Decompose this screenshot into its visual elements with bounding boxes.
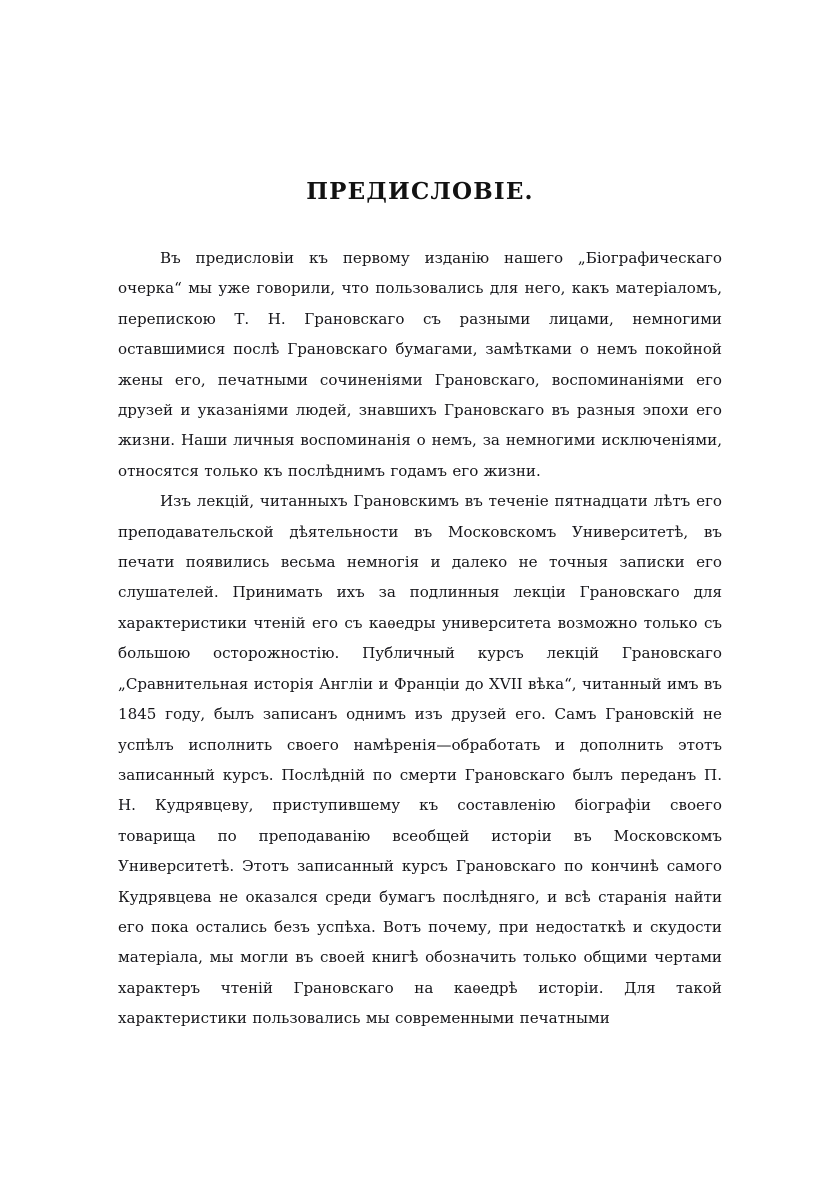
page-title: ПРЕДИСЛОВІЕ. <box>306 178 534 205</box>
paragraph: Въ предисловіи къ первому изданію нашего „Біографическаго очерка“ мы уже говорили, что пользовались для него, какъ матеріаломъ, перепискою Т. Н. Грановскаго съ разными лицами, немногими оставшимися послѣ Грановскаго бумагами, замѣтками о немъ покойной жены его, печатными сочиненіями Грановскаго, воспоминаніями его друзей и указаніями людей, знавшихъ Грановскаго въ разныя эпохи его жизни. Наши личныя воспоминанія о немъ, за немногими исключеніями, относятся только къ послѣднимъ годамъ его жизни. <box>118 249 722 480</box>
text-column <box>118 178 722 1034</box>
paragraph: Изъ лекцій, читанныхъ Грановскимъ въ теченіе пятнадцати лѣтъ его преподавательской дѣятельности въ Московскомъ Университетѣ, въ печати появились весьма немногія и далеко не точныя записки его слушателей. Принимать ихъ за подлинныя лекціи Грановскаго для характеристики чтеній его съ каѳедры университета возможно только съ большою осторожностію. Публичный курсъ лекцій Грановскаго „Сравнительная исторія Англіи и Франціи до XVII вѣка“, читанный имъ въ 1845 году, былъ записанъ однимъ изъ друзей его. Самъ Грановскій не успѣлъ исполнить своего намѣренія—обработать и дополнить этотъ записанный курсъ. Послѣдній по смерти Грановскаго былъ переданъ П. Н. Кудрявцеву, приступившему къ составленію біографіи своего товарища по преподаванію всеобщей исторіи въ Московскомъ Университетѣ. Этотъ записанный курсъ Грановскаго по кончинѣ самого Кудрявцева не оказался среди бумагъ послѣдняго, и всѣ старанія найти его пока остались безъ успѣха. Вотъ почему, при недостаткѣ и скудости матеріала, мы могли въ своей книгѣ обозначить только общими чертами характеръ чтеній Грановскаго на каѳедрѣ исторіи. Для такой характеристики пользовались мы современными печатными <box>118 492 722 1028</box>
